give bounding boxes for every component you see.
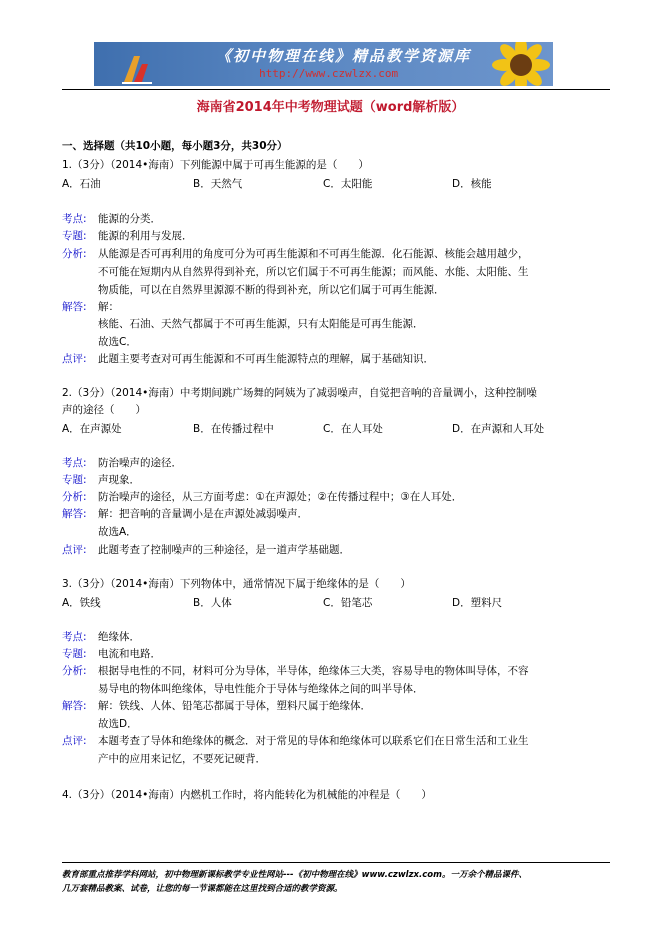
q3-zhuanti-label: 专题: — [62, 648, 87, 660]
q1-zhuanti: 能源的利用与发展． — [98, 230, 193, 242]
q3-dianping-line-2: 产中的应用来记忆，不要死记硬背． — [98, 753, 266, 765]
header-banner — [94, 42, 553, 86]
q1-option-a: A．石油 — [62, 178, 101, 190]
header-rule — [62, 89, 610, 90]
q3-option-a: A．铁线 — [62, 597, 101, 609]
q3-option-b: B．人体 — [193, 597, 232, 609]
question-1-stem: 1.（3分）（2014•海南）下列能源中属于可再生能源的是（ ） — [62, 159, 369, 171]
q2-jieda-line-2: 故选A． — [98, 526, 137, 538]
q3-jieda-label: 解答: — [62, 700, 87, 712]
q1-fenxi-line-2: 不可能在短期内从自然界得到补充，所以它们属于不可再生能源；而风能、水能、太阳能、生 — [98, 266, 529, 278]
q3-dianping-line-1: 本题考查了导体和绝缘体的概念．对于常见的导体和绝缘体可以联系它们在日常生活和工业生 — [98, 735, 529, 747]
q3-option-d: D．塑料尺 — [452, 597, 503, 609]
q1-dianping-label: 点评: — [62, 353, 87, 365]
q3-jieda-line-1: 解：铁线、人体、铅笔芯都属于导体，塑料尺属于绝缘体． — [98, 700, 371, 712]
footer-rule — [62, 862, 610, 863]
question-2-stem-line-1: 2.（3分）（2014•海南）中考期间跳广场舞的阿姨为了减弱噪声，自觉把音响的音量调小，这种控制噪 — [62, 387, 537, 399]
q2-option-b: B．在传播过程中 — [193, 423, 274, 435]
q2-zhuanti-label: 专题: — [62, 474, 87, 486]
q1-option-d: D．核能 — [452, 178, 492, 190]
question-4-stem: 4.（3分）（2014•海南）内燃机工作时，将内能转化为机械能的冲程是（ ） — [62, 789, 432, 801]
q1-option-c: C．太阳能 — [323, 178, 373, 190]
q1-jieda-line-3: 故选C． — [98, 336, 137, 348]
question-3-stem: 3.（3分）（2014•海南）下列物体中，通常情况下属于绝缘体的是（ ） — [62, 578, 411, 590]
q3-jieda-line-2: 故选D． — [98, 718, 138, 730]
q2-kaodian-label: 考点: — [62, 457, 87, 469]
q2-fenxi-label: 分析: — [62, 491, 87, 503]
q3-zhuanti: 电流和电路． — [98, 648, 161, 660]
q2-kaodian: 防治噪声的途径． — [98, 457, 182, 469]
q2-jieda-line-1: 解：把音响的音量调小是在声源处减弱噪声． — [98, 508, 308, 520]
banner-title: 《初中物理在线》精品教学资源库 — [216, 47, 472, 65]
q2-zhuanti: 声现象． — [98, 474, 140, 486]
q1-fenxi-label: 分析: — [62, 248, 87, 260]
q1-zhuanti-label: 专题: — [62, 230, 87, 242]
q2-option-c: C．在人耳处 — [323, 423, 383, 435]
banner-url[interactable]: http://www.czwlzx.com — [259, 67, 399, 80]
q3-fenxi-label: 分析: — [62, 665, 87, 677]
q1-jieda-label: 解答: — [62, 301, 87, 313]
q3-fenxi-line-2: 易导电的物体叫绝缘体，导电性能介于导体与绝缘体之间的叫半导体． — [98, 683, 424, 695]
q3-dianping-label: 点评: — [62, 735, 87, 747]
q1-fenxi-line-3: 物质能，可以在自然界里源源不断的得到补充，所以它们属于可再生能源． — [98, 284, 445, 296]
q1-fenxi-line-1: 从能源是否可再利用的角度可分为可再生能源和不可再生能源．化石能源、核能会越用越少， — [98, 248, 529, 260]
q1-jieda-line-1: 解： — [98, 301, 119, 313]
footer-line-2: 几万套精品教案、试卷，让您的每一节课都能在这里找到合适的教学资源。 — [62, 884, 343, 894]
q3-kaodian-label: 考点: — [62, 631, 87, 643]
logo-icon — [120, 52, 154, 86]
document-title: 海南省2014年中考物理试题（word解析版） — [196, 100, 465, 115]
q1-jieda-line-2: 核能、石油、天然气都属于不可再生能源，只有太阳能是可再生能源． — [98, 318, 424, 330]
q1-dianping: 此题主要考查对可再生能源和不可再生能源特点的理解，属于基础知识． — [98, 353, 434, 365]
q2-fenxi: 防治噪声的途径，从三方面考虑：①在声源处；②在传播过程中；③在人耳处． — [98, 491, 463, 503]
q3-fenxi-line-1: 根据导电性的不同，材料可分为导体，半导体，绝缘体三大类，容易导电的物体叫导体，不容 — [98, 665, 529, 677]
q3-kaodian: 绝缘体． — [98, 631, 140, 643]
sunflower-icon — [486, 42, 553, 86]
q2-dianping: 此题考查了控制噪声的三种途径，是一道声学基础题． — [98, 544, 350, 556]
section-heading: 一、选择题（共10小题，每小题3分，共30分） — [62, 140, 288, 152]
q2-option-d: D．在声源和人耳处 — [452, 423, 545, 435]
footer-line-1: 教育部重点推荐学科网站，初中物理新课标教学专业性网站---《初中物理在线》www.czwlzx.com。一万余个精品课件、 — [62, 870, 527, 880]
q2-dianping-label: 点评: — [62, 544, 87, 556]
q1-kaodian-label: 考点: — [62, 213, 87, 225]
q1-kaodian: 能源的分类． — [98, 213, 161, 225]
question-2-stem-line-2: 声的途径（ ） — [62, 404, 146, 416]
q2-option-a: A．在声源处 — [62, 423, 122, 435]
q2-jieda-label: 解答: — [62, 508, 87, 520]
footer — [62, 868, 527, 896]
q3-option-c: C．铅笔芯 — [323, 597, 373, 609]
q1-option-b: B．天然气 — [193, 178, 243, 190]
